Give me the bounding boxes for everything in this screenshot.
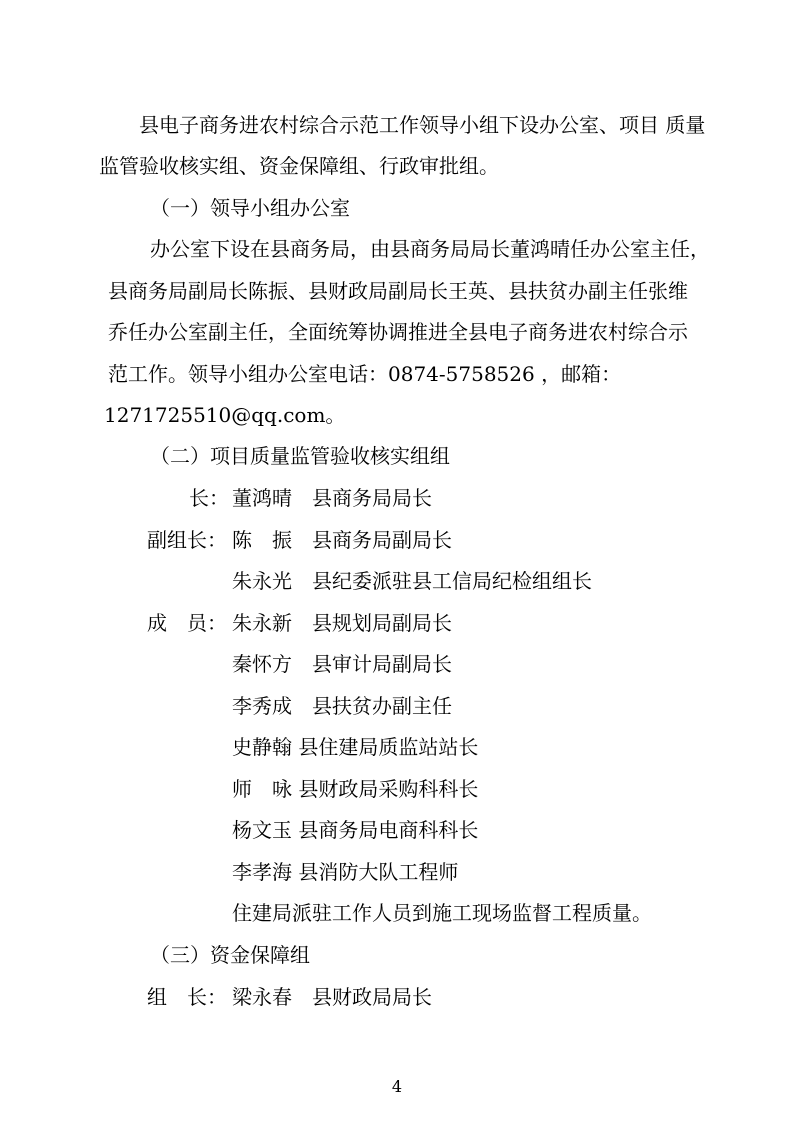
intro-paragraph-line: 监管验收核实组、资金保障组、行政审批组。 xyxy=(99,154,499,178)
group-leader-label: 长： xyxy=(189,486,229,510)
funding-leader-entry: 梁永春 县财政局局长 xyxy=(232,985,432,1009)
deputy-leader-entry: 陈 振 县商务局副局长 xyxy=(232,528,452,552)
deputy-leader-entry: 朱永光 县纪委派驻县工信局纪检组组长 xyxy=(232,569,592,593)
intro-paragraph-line: 县电子商务进农村综合示范工作领导小组下设办公室、项目 质量 xyxy=(139,113,706,137)
members-label: 成 员： xyxy=(147,611,227,635)
page-number: 4 xyxy=(391,1077,403,1096)
member-entry: 秦怀方 县审计局副局长 xyxy=(232,652,452,676)
inspector-note: 住建局派驻工作人员到施工现场监督工程质量。 xyxy=(232,901,652,925)
member-entry: 李孝海 县消防大队工程师 xyxy=(232,860,459,884)
section-heading-office: （一）领导小组办公室 xyxy=(150,196,350,220)
group-leader-entry: 董鸿晴 县商务局局长 xyxy=(232,486,432,510)
member-entry: 李秀成 县扶贫办副主任 xyxy=(232,694,452,718)
member-entry: 史静翰 县住建局质监站站长 xyxy=(232,735,479,759)
office-paragraph-line: 办公室下设在县商务局，由县商务局局长董鸿晴任办公室主任， xyxy=(150,237,710,261)
office-paragraph-line: 乔任办公室副主任，全面统筹协调推进全县电子商务进农村综合示 xyxy=(108,320,688,344)
office-paragraph-line: 范工作。领导小组办公室电话：0874-5758526 ，邮箱： xyxy=(108,362,622,386)
member-entry: 师 咏 县财政局采购科科长 xyxy=(232,777,479,801)
member-entry: 杨文玉 县商务局电商科科长 xyxy=(232,818,479,842)
section-heading-funding: （三）资金保障组 xyxy=(150,943,310,967)
deputy-leader-label: 副组长： xyxy=(147,528,227,552)
funding-leader-label: 组 长： xyxy=(147,985,227,1009)
member-entry: 朱永新 县规划局副局长 xyxy=(232,611,452,635)
office-email-line: 1271725510@qq.com。 xyxy=(104,403,346,427)
section-heading-quality: （二）项目质量监管验收核实组组 xyxy=(150,444,450,468)
office-paragraph-line: 县商务局副局长陈振、县财政局副局长王英、县扶贫办副主任张维 xyxy=(108,279,688,303)
